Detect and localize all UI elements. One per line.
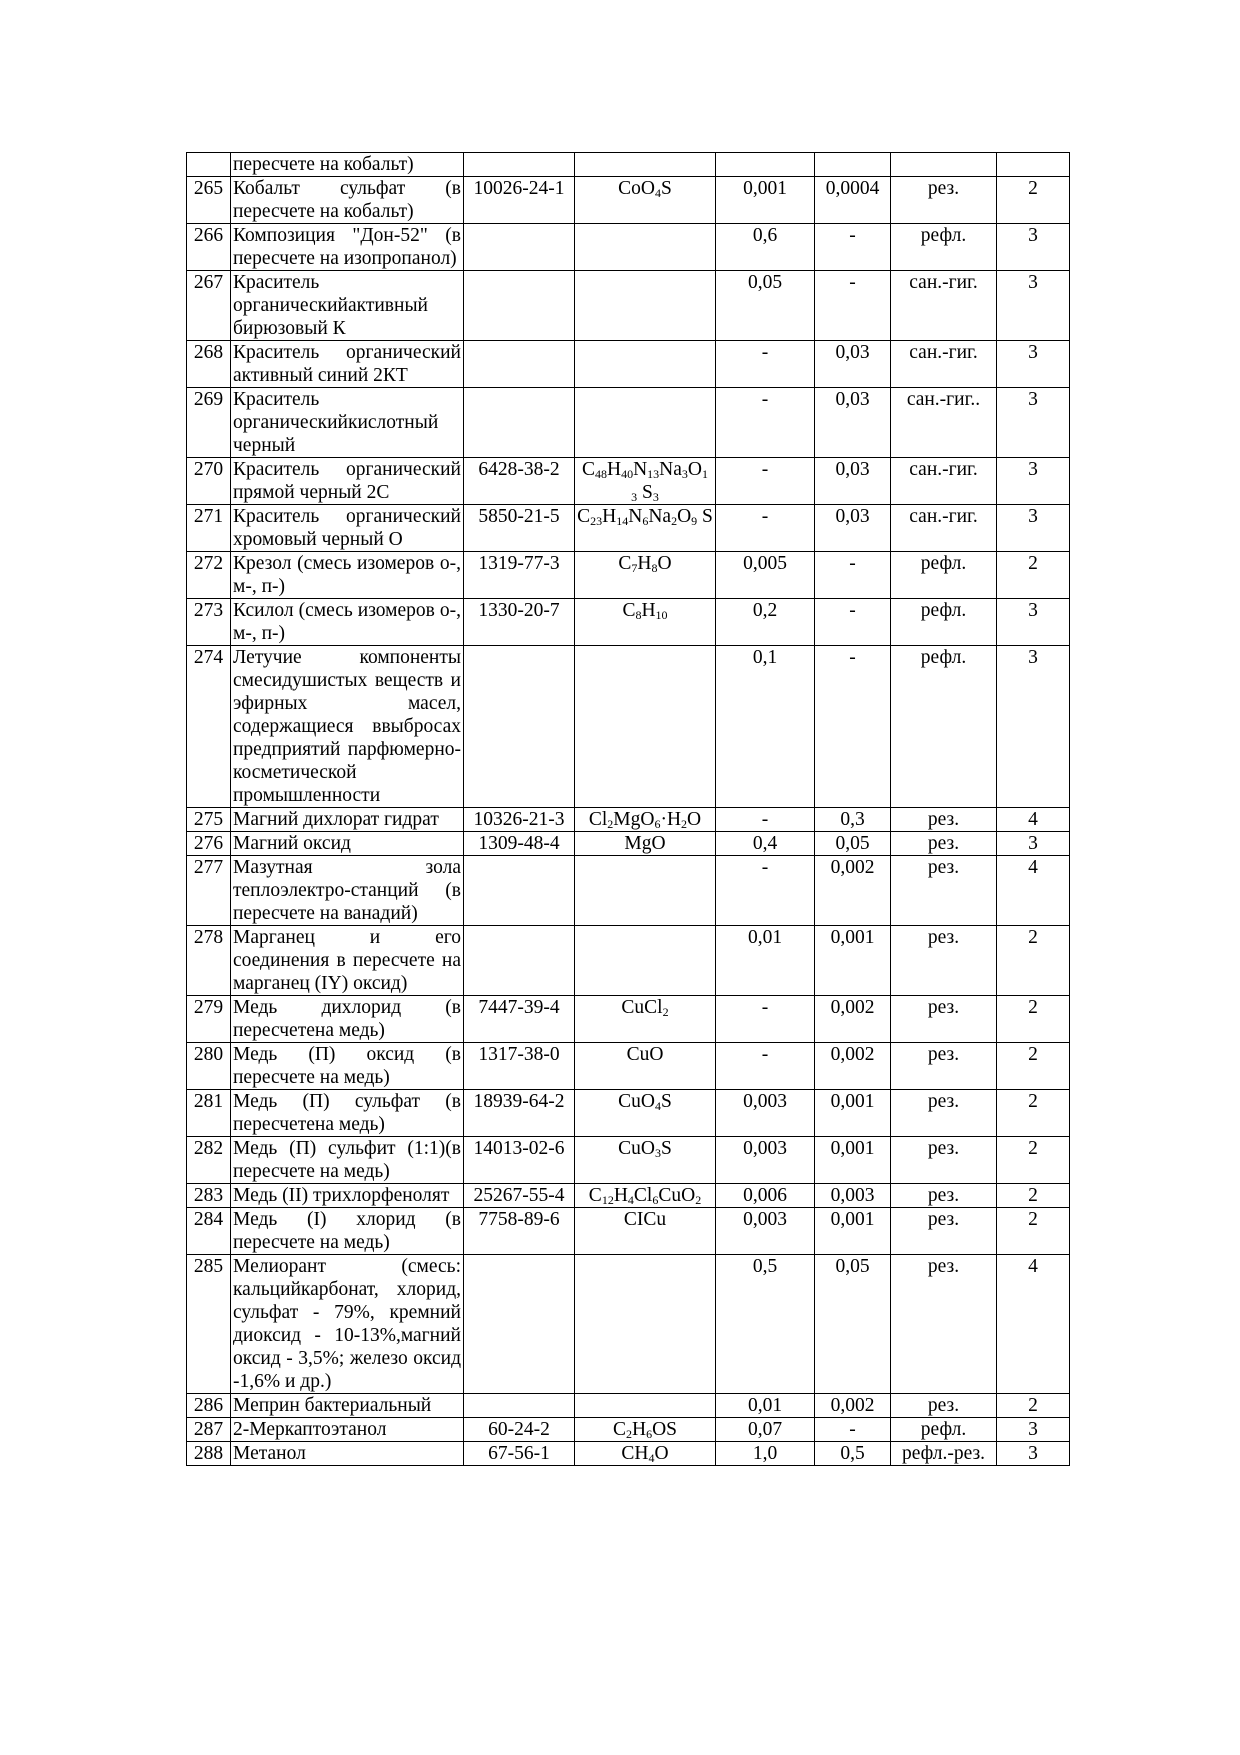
table-row — [187, 271, 1070, 341]
cell-number: 286 — [187, 1394, 231, 1418]
cell-number: 288 — [187, 1442, 231, 1466]
cell-cas — [464, 646, 575, 808]
table-row — [187, 552, 1070, 599]
cell-hazard-class: 3 — [997, 646, 1070, 808]
cell-lpv: рез. — [891, 926, 997, 996]
table-row — [187, 996, 1070, 1043]
cell-formula: MgO — [575, 832, 716, 856]
cell-pdk-ss: 0,001 — [815, 926, 891, 996]
cell-hazard-class: 2 — [997, 552, 1070, 599]
cell-hazard-class: 2 — [997, 1137, 1070, 1184]
cell-pdk-mr: 0,05 — [716, 271, 815, 341]
cell-pdk-ss: 0,001 — [815, 1208, 891, 1255]
cell-pdk-mr: 0,001 — [716, 177, 815, 224]
cell-pdk-mr: - — [716, 856, 815, 926]
cell-formula — [575, 388, 716, 458]
cell-cas: 18939-64-2 — [464, 1090, 575, 1137]
cell-formula: CICu — [575, 1208, 716, 1255]
cell-hazard-class — [997, 153, 1070, 177]
cell-pdk-ss: 0,05 — [815, 832, 891, 856]
cell-pdk-mr: 0,003 — [716, 1208, 815, 1255]
table-row — [187, 505, 1070, 552]
cell-name: Метанол — [231, 1442, 464, 1466]
cell-cas — [464, 926, 575, 996]
cell-number: 265 — [187, 177, 231, 224]
cell-pdk-ss: - — [815, 224, 891, 271]
cell-formula: CuO$_4$S — [575, 1090, 716, 1137]
cell-hazard-class: 2 — [997, 177, 1070, 224]
cell-number: 269 — [187, 388, 231, 458]
cell-name: Мелиорант (смесь: кальцийкарбонат, хлорид, сульфат - 79%, кремний диоксид - 10-13%,магний оксид - 3,5%; железо оксид -1,6% и др.) — [231, 1255, 464, 1394]
cell-lpv: рефл. — [891, 1418, 997, 1442]
table-row — [187, 808, 1070, 832]
cell-cas: 10326-21-3 — [464, 808, 575, 832]
cell-pdk-mr: 0,6 — [716, 224, 815, 271]
table-row — [187, 1442, 1070, 1466]
cell-pdk-ss: 0,5 — [815, 1442, 891, 1466]
cell-formula — [575, 1255, 716, 1394]
cell-hazard-class: 2 — [997, 996, 1070, 1043]
cell-pdk-mr: 0,01 — [716, 926, 815, 996]
cell-hazard-class: 3 — [997, 505, 1070, 552]
cell-number: 283 — [187, 1184, 231, 1208]
cell-pdk-mr: 0,1 — [716, 646, 815, 808]
cell-hazard-class: 2 — [997, 1394, 1070, 1418]
cell-number: 282 — [187, 1137, 231, 1184]
table-row — [187, 1137, 1070, 1184]
cell-lpv: рез. — [891, 856, 997, 926]
cell-hazard-class: 3 — [997, 1442, 1070, 1466]
table-row — [187, 832, 1070, 856]
cell-formula: $C_{12}H_4Cl_6CuO_2$ — [575, 1184, 716, 1208]
cell-formula: $CH_4O$ — [575, 1442, 716, 1466]
cell-formula: $C_2H_6OS$ — [575, 1418, 716, 1442]
cell-lpv: рез. — [891, 1137, 997, 1184]
cell-pdk-ss: 0,03 — [815, 505, 891, 552]
cell-pdk-mr: 0,07 — [716, 1418, 815, 1442]
table-row — [187, 646, 1070, 808]
cell-number — [187, 153, 231, 177]
cell-lpv: сан.-гиг. — [891, 271, 997, 341]
cell-formula — [575, 224, 716, 271]
cell-pdk-mr: - — [716, 1043, 815, 1090]
cell-cas — [464, 153, 575, 177]
cell-number: 274 — [187, 646, 231, 808]
cell-pdk-mr: 0,003 — [716, 1137, 815, 1184]
cell-pdk-ss: 0,03 — [815, 458, 891, 505]
cell-pdk-ss: - — [815, 552, 891, 599]
cell-pdk-ss: 0,002 — [815, 1043, 891, 1090]
cell-name: Магний дихлорат гидрат — [231, 808, 464, 832]
cell-name: Магний оксид — [231, 832, 464, 856]
cell-cas: 7447-39-4 — [464, 996, 575, 1043]
cell-hazard-class: 4 — [997, 1255, 1070, 1394]
cell-pdk-mr: 0,4 — [716, 832, 815, 856]
cell-formula: CuO — [575, 1043, 716, 1090]
cell-pdk-ss: 0,003 — [815, 1184, 891, 1208]
cell-lpv: сан.-гиг. — [891, 505, 997, 552]
table-row — [187, 1208, 1070, 1255]
cell-number: 278 — [187, 926, 231, 996]
table-row — [187, 599, 1070, 646]
cell-hazard-class: 4 — [997, 856, 1070, 926]
cell-lpv — [891, 153, 997, 177]
cell-hazard-class: 3 — [997, 271, 1070, 341]
cell-formula: $C_8H_{10}$ — [575, 599, 716, 646]
table-row — [187, 1255, 1070, 1394]
cell-pdk-mr: 0,2 — [716, 599, 815, 646]
cell-number: 273 — [187, 599, 231, 646]
cell-lpv: рез. — [891, 1043, 997, 1090]
cell-cas: 6428-38-2 — [464, 458, 575, 505]
cell-hazard-class: 4 — [997, 808, 1070, 832]
table-row — [187, 177, 1070, 224]
cell-formula: CuCl$_2$ — [575, 996, 716, 1043]
cell-lpv: сан.-гиг. — [891, 341, 997, 388]
table-row — [187, 224, 1070, 271]
cell-lpv: рез. — [891, 177, 997, 224]
cell-hazard-class: 3 — [997, 832, 1070, 856]
cell-pdk-mr: 0,5 — [716, 1255, 815, 1394]
cell-hazard-class: 2 — [997, 1184, 1070, 1208]
cell-pdk-ss: - — [815, 599, 891, 646]
cell-number: 279 — [187, 996, 231, 1043]
cell-number: 281 — [187, 1090, 231, 1137]
cell-lpv: сан.-гиг.. — [891, 388, 997, 458]
cell-lpv: рез. — [891, 1255, 997, 1394]
cell-cas: 5850-21-5 — [464, 505, 575, 552]
cell-hazard-class: 3 — [997, 458, 1070, 505]
cell-name: Медь (П) сульфит (1:1)(в пересчете на медь) — [231, 1137, 464, 1184]
cell-cas — [464, 856, 575, 926]
cell-number: 267 — [187, 271, 231, 341]
cell-name: Летучие компоненты смесидушистых веществ и эфирных масел, содержащиеся ввыбросах предприятий парфюмерно-косметической промышленности — [231, 646, 464, 808]
cell-lpv: рефл. — [891, 224, 997, 271]
cell-formula — [575, 1394, 716, 1418]
cell-pdk-ss: 0,03 — [815, 388, 891, 458]
table-row — [187, 1394, 1070, 1418]
cell-pdk-mr: 0,01 — [716, 1394, 815, 1418]
cell-pdk-ss — [815, 153, 891, 177]
cell-hazard-class: 2 — [997, 926, 1070, 996]
cell-hazard-class: 2 — [997, 1043, 1070, 1090]
cell-formula: $Cl_2MgO_6\cdot H_2O$ — [575, 808, 716, 832]
cell-name: Краситель органический прямой черный 2С — [231, 458, 464, 505]
cell-formula — [575, 926, 716, 996]
cell-pdk-mr: 0,003 — [716, 1090, 815, 1137]
cell-name: Меприн бактериальный — [231, 1394, 464, 1418]
cell-lpv: рефл. — [891, 646, 997, 808]
table-body — [187, 153, 1070, 1466]
cell-lpv: рефл.-рез. — [891, 1442, 997, 1466]
substances-table — [186, 152, 1070, 1466]
cell-cas: 67-56-1 — [464, 1442, 575, 1466]
cell-name: Медь (II) трихлорфенолят — [231, 1184, 464, 1208]
cell-pdk-ss: 0,0004 — [815, 177, 891, 224]
cell-lpv: рез. — [891, 1090, 997, 1137]
table-row — [187, 1418, 1070, 1442]
cell-pdk-ss: 0,03 — [815, 341, 891, 388]
cell-formula — [575, 341, 716, 388]
cell-cas — [464, 341, 575, 388]
cell-formula — [575, 646, 716, 808]
cell-lpv: рефл. — [891, 552, 997, 599]
table-row-continued — [187, 153, 1070, 177]
table-row — [187, 1184, 1070, 1208]
cell-pdk-mr: - — [716, 505, 815, 552]
cell-number: 266 — [187, 224, 231, 271]
cell-cas: 1330-20-7 — [464, 599, 575, 646]
cell-pdk-mr: - — [716, 808, 815, 832]
cell-lpv: рез. — [891, 996, 997, 1043]
cell-lpv: рез. — [891, 1184, 997, 1208]
table-row — [187, 341, 1070, 388]
cell-formula — [575, 153, 716, 177]
table-row — [187, 1090, 1070, 1137]
cell-cas: 60-24-2 — [464, 1418, 575, 1442]
cell-formula — [575, 271, 716, 341]
table-row — [187, 926, 1070, 996]
cell-lpv: рез. — [891, 1394, 997, 1418]
cell-cas: 25267-55-4 — [464, 1184, 575, 1208]
table-row — [187, 856, 1070, 926]
cell-number: 270 — [187, 458, 231, 505]
cell-name: Краситель органическийактивный бирюзовый К — [231, 271, 464, 341]
table-row — [187, 388, 1070, 458]
cell-number: 287 — [187, 1418, 231, 1442]
cell-number: 284 — [187, 1208, 231, 1255]
cell-formula — [575, 856, 716, 926]
cell-pdk-mr: - — [716, 458, 815, 505]
cell-pdk-ss: - — [815, 1418, 891, 1442]
cell-number: 285 — [187, 1255, 231, 1394]
cell-number: 275 — [187, 808, 231, 832]
cell-hazard-class: 3 — [997, 1418, 1070, 1442]
cell-pdk-ss: 0,001 — [815, 1137, 891, 1184]
cell-pdk-ss: 0,05 — [815, 1255, 891, 1394]
cell-number: 280 — [187, 1043, 231, 1090]
cell-name: Композиция "Дон-52" (в пересчете на изопропанол) — [231, 224, 464, 271]
cell-pdk-ss: 0,002 — [815, 996, 891, 1043]
cell-lpv: сан.-гиг. — [891, 458, 997, 505]
cell-name: Краситель органическийкислотный черный — [231, 388, 464, 458]
cell-pdk-mr: - — [716, 996, 815, 1043]
cell-cas: 1319-77-3 — [464, 552, 575, 599]
cell-formula: CuO$_3$S — [575, 1137, 716, 1184]
cell-name: Крезол (смесь изомеров о-, м-, п-) — [231, 552, 464, 599]
cell-number: 272 — [187, 552, 231, 599]
cell-cas: 1309-48-4 — [464, 832, 575, 856]
cell-pdk-mr: 1,0 — [716, 1442, 815, 1466]
cell-name: Мазутная зола теплоэлектро-станций (в пересчете на ванадий) — [231, 856, 464, 926]
cell-cas — [464, 1255, 575, 1394]
cell-name: Краситель органический активный синий 2КТ — [231, 341, 464, 388]
cell-cas: 14013-02-6 — [464, 1137, 575, 1184]
cell-name: Марганец и его соединения в пересчете на марганец (IY) оксид) — [231, 926, 464, 996]
cell-formula: $C_7H_8O$ — [575, 552, 716, 599]
cell-pdk-mr: 0,006 — [716, 1184, 815, 1208]
cell-name: Ксилол (смесь изомеров о-, м-, п-) — [231, 599, 464, 646]
cell-formula: $C_{48}H_{40}N_{13}Na_3O_1$ $_3$ $S_3$ — [575, 458, 716, 505]
cell-name: 2-Меркаптоэтанол — [231, 1418, 464, 1442]
cell-pdk-mr: 0,005 — [716, 552, 815, 599]
table-row — [187, 1043, 1070, 1090]
cell-cas — [464, 388, 575, 458]
cell-pdk-ss: 0,001 — [815, 1090, 891, 1137]
cell-name: Краситель органический хромовый черный О — [231, 505, 464, 552]
cell-number: 277 — [187, 856, 231, 926]
cell-hazard-class: 3 — [997, 599, 1070, 646]
cell-lpv: рез. — [891, 808, 997, 832]
cell-formula: CoO$_4$S — [575, 177, 716, 224]
cell-pdk-mr: - — [716, 341, 815, 388]
cell-cas — [464, 224, 575, 271]
cell-pdk-mr — [716, 153, 815, 177]
cell-name: Кобальт сульфат (в пересчете на кобальт) — [231, 177, 464, 224]
cell-cas: 7758-89-6 — [464, 1208, 575, 1255]
cell-pdk-ss: 0,002 — [815, 856, 891, 926]
cell-hazard-class: 2 — [997, 1090, 1070, 1137]
cell-lpv: рефл. — [891, 599, 997, 646]
cell-formula: $C_{23}H_{14}N_6Na_2O_9$ S — [575, 505, 716, 552]
cell-pdk-ss: 0,002 — [815, 1394, 891, 1418]
cell-hazard-class: 3 — [997, 341, 1070, 388]
cell-cas — [464, 1394, 575, 1418]
cell-lpv: рез. — [891, 832, 997, 856]
cell-pdk-mr: - — [716, 388, 815, 458]
cell-name: пересчете на кобальт) — [231, 153, 464, 177]
cell-pdk-ss: - — [815, 271, 891, 341]
cell-number: 268 — [187, 341, 231, 388]
cell-hazard-class: 2 — [997, 1208, 1070, 1255]
cell-name: Медь (П) сульфат (в пересчетена медь) — [231, 1090, 464, 1137]
cell-cas — [464, 271, 575, 341]
cell-pdk-ss: 0,3 — [815, 808, 891, 832]
cell-name: Медь (П) оксид (в пересчете на медь) — [231, 1043, 464, 1090]
cell-number: 276 — [187, 832, 231, 856]
cell-hazard-class: 3 — [997, 388, 1070, 458]
cell-hazard-class: 3 — [997, 224, 1070, 271]
cell-name: Медь (I) хлорид (в пересчете на медь) — [231, 1208, 464, 1255]
table-row — [187, 458, 1070, 505]
cell-cas: 1317-38-0 — [464, 1043, 575, 1090]
cell-number: 271 — [187, 505, 231, 552]
cell-cas: 10026-24-1 — [464, 177, 575, 224]
cell-pdk-ss: - — [815, 646, 891, 808]
cell-lpv: рез. — [891, 1208, 997, 1255]
cell-name: Медь дихлорид (в пересчетена медь) — [231, 996, 464, 1043]
